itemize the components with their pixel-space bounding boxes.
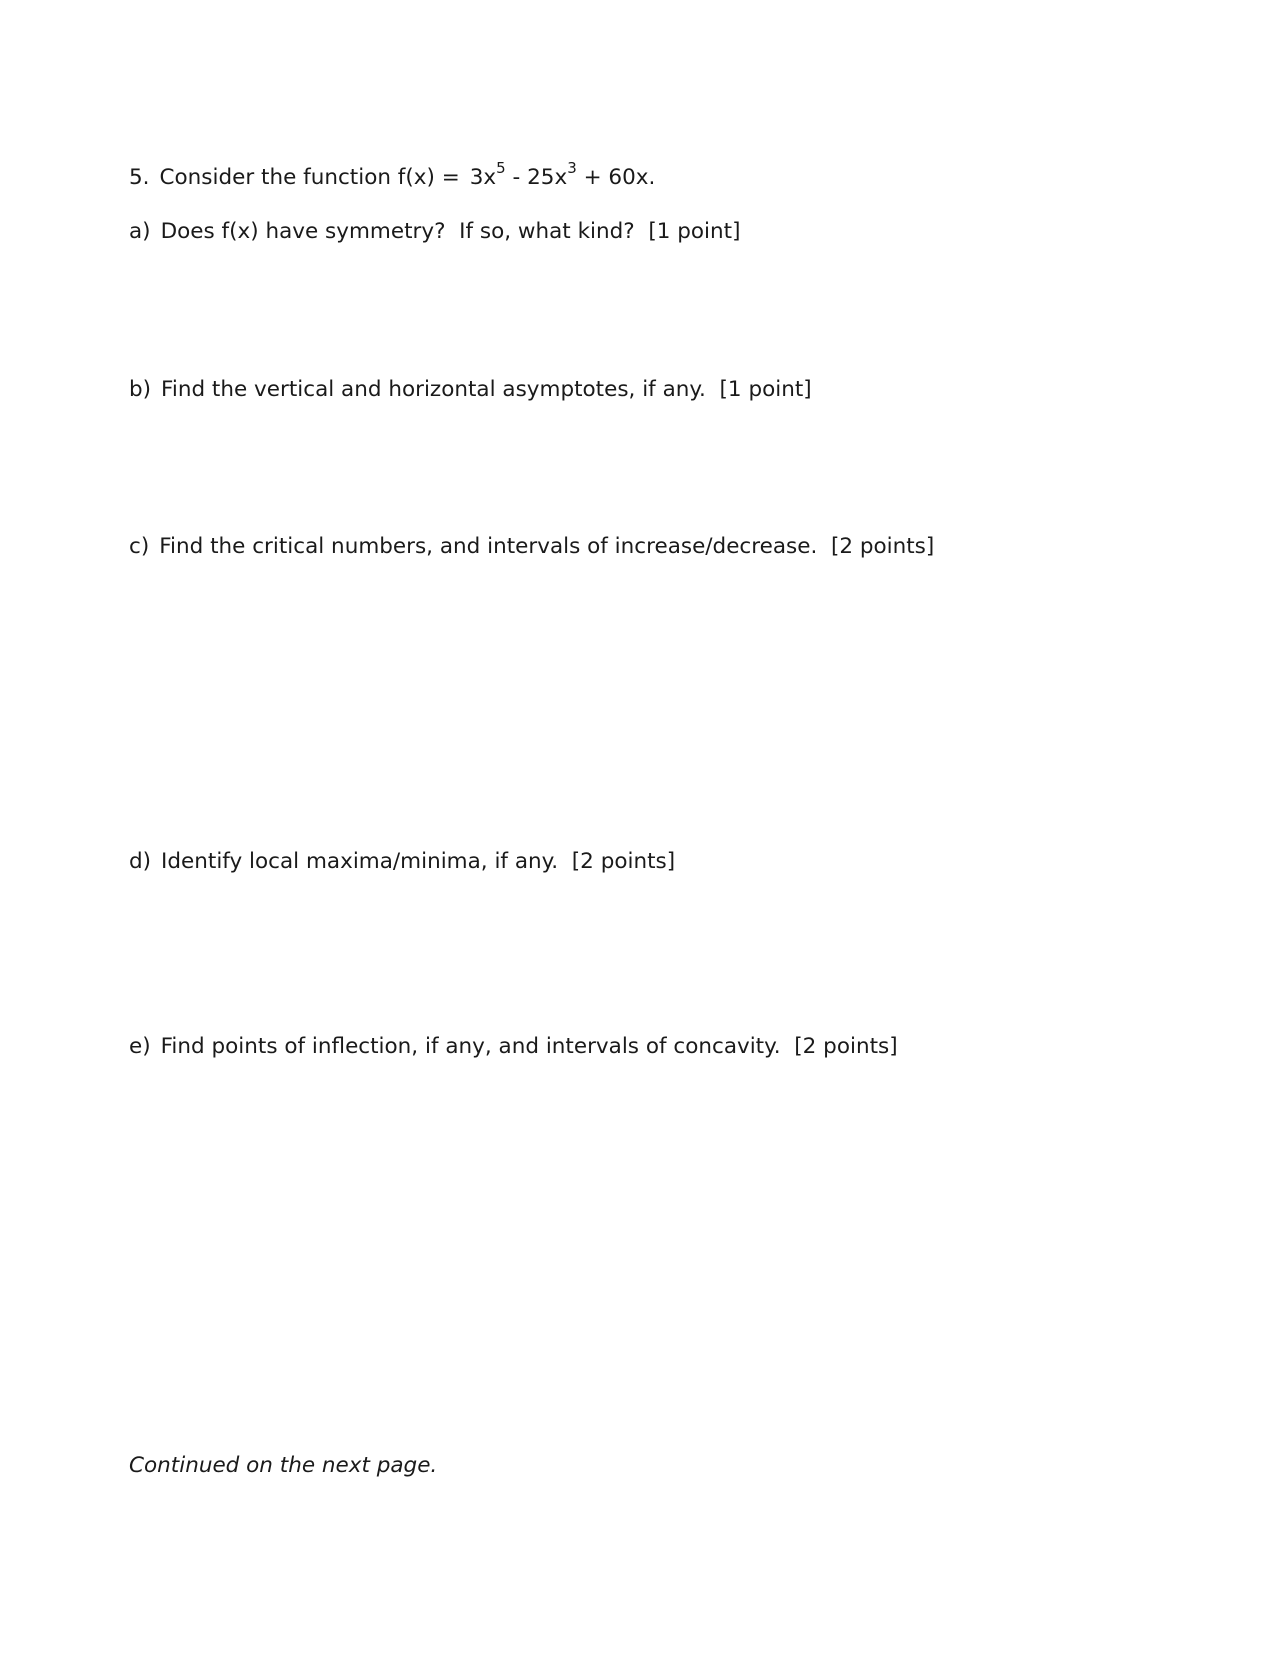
part-e-text: Find points of inflection, if any, and intervals of concavity. [2 points] — [160, 1034, 898, 1059]
part-a-label: a) — [129, 219, 151, 244]
part-e-label: e) — [129, 1034, 151, 1059]
function-equals: = — [441, 165, 460, 190]
problem-intro: Consider the function f(x) — [159, 165, 442, 190]
part-a-text: Does f(x) have symmetry? If so, what kind? [1 point] — [160, 219, 741, 244]
part-b-text: Find the vertical and horizontal asymptotes, if any. [1 point] — [161, 377, 812, 402]
part-a — [129, 218, 740, 246]
function-exponent-2: 3 — [567, 158, 577, 177]
part-d-text: Identify local maxima/minima, if any. [2 points] — [161, 849, 676, 874]
function-exponent-1: 5 — [496, 158, 506, 177]
problem-number: 5. — [129, 165, 150, 190]
part-c — [129, 533, 934, 561]
function-term-2: - 25x — [505, 165, 568, 190]
part-d-label: d) — [129, 849, 152, 874]
part-c-text: Find the critical numbers, and intervals of increase/decrease. [2 points] — [159, 534, 935, 559]
problem-statement — [129, 158, 656, 192]
part-b-label: b) — [129, 377, 152, 402]
part-b — [129, 376, 812, 404]
part-c-label: c) — [129, 534, 150, 559]
function-term-1: 3x — [469, 165, 497, 190]
continued-note: Continued on the next page. — [129, 1453, 438, 1478]
function-term-3: + 60x. — [576, 165, 656, 190]
part-d — [129, 848, 675, 876]
part-e — [129, 1033, 898, 1061]
